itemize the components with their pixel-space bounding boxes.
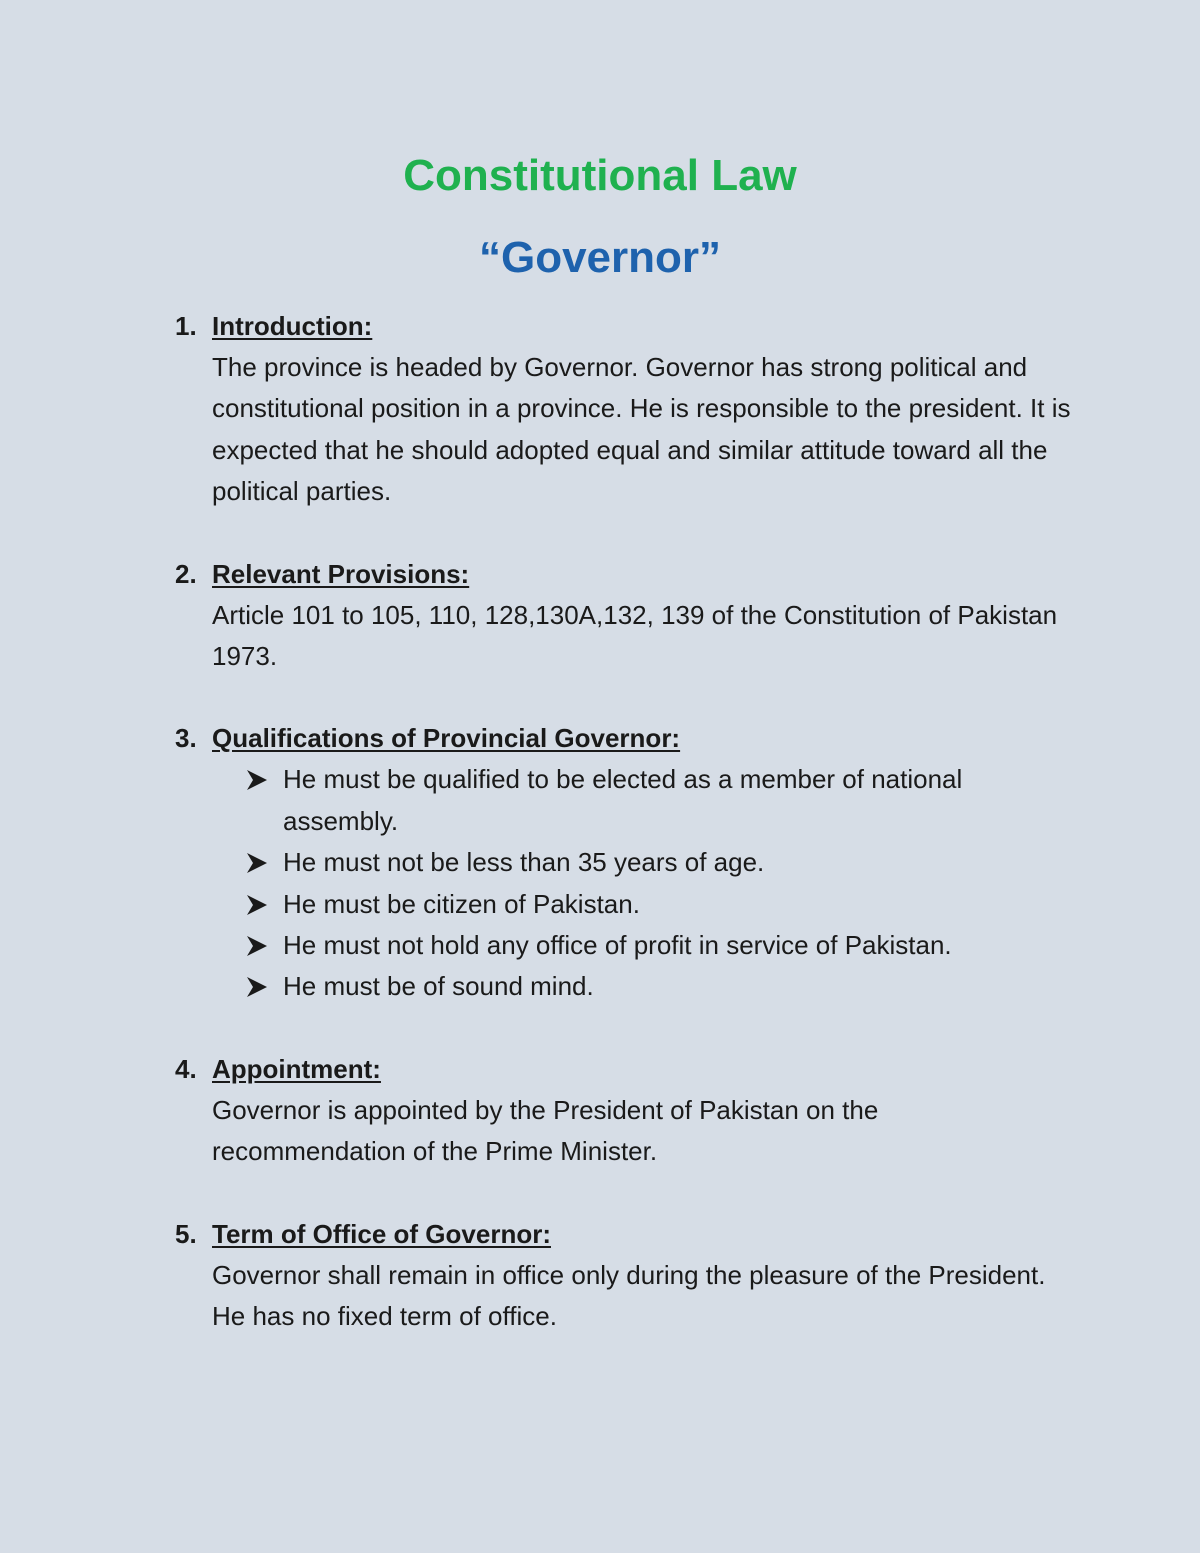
document-title: Constitutional Law <box>403 151 797 200</box>
section-heading <box>0 718 1200 759</box>
section-body: The province is headed by Governor. Governor has strong political and constitutional position in a province. He is responsible to the president. It is expected that he should adopted equal and similar attitude toward all the political parties. <box>212 352 1071 507</box>
section-title: Introduction: <box>212 311 373 341</box>
arrow-bullet-icon <box>245 769 269 791</box>
section-number: 4. <box>175 1053 197 1084</box>
qualifications-list <box>0 759 1200 1007</box>
list-item <box>283 925 1073 966</box>
section-number: 1. <box>175 311 197 341</box>
document-subtitle: “Governor” <box>478 233 722 282</box>
list-item-text: He must not be less than 35 years of age. <box>283 847 765 878</box>
section-body: Governor shall remain in office only during the pleasure of the President. He has no fixed term of office. <box>212 1259 1046 1332</box>
arrow-bullet-icon <box>245 852 269 874</box>
section-qualifications <box>0 718 1200 1007</box>
section-heading <box>0 1049 1200 1090</box>
section-title: Qualifications of Provincial Governor: <box>212 723 681 754</box>
list-item-text: He must be qualified to be elected as a member of national assembly. <box>283 764 963 836</box>
list-item-text: He must not hold any office of profit in service of Pakistan. <box>283 930 952 961</box>
list-item-text: He must be citizen of Pakistan. <box>283 888 640 919</box>
section-title: Relevant Provisions: <box>212 558 470 589</box>
arrow-bullet-icon <box>245 976 269 998</box>
section-heading <box>0 1214 1200 1255</box>
list-item <box>283 884 1073 925</box>
section-term-of-office <box>0 1214 1200 1338</box>
section-title: Appointment: <box>212 1053 381 1084</box>
list-item <box>283 759 1073 842</box>
list-item <box>283 842 1073 883</box>
section-body: Governor is appointed by the President of Pakistan on the recommendation of the Prime Minister. <box>212 1094 879 1167</box>
sections-list <box>0 306 1200 1379</box>
list-item <box>283 966 1073 1007</box>
section-title: Term of Office of Governor: <box>212 1218 551 1249</box>
arrow-bullet-icon <box>245 935 269 957</box>
section-introduction <box>0 306 1200 513</box>
section-number: 5. <box>175 1218 197 1249</box>
section-number: 2. <box>175 558 197 589</box>
section-appointment <box>0 1049 1200 1173</box>
list-item-text: He must be of sound mind. <box>283 971 594 1002</box>
section-heading <box>0 554 1200 595</box>
arrow-bullet-icon <box>245 894 269 916</box>
section-relevant-provisions <box>0 554 1200 678</box>
section-heading <box>0 306 1200 347</box>
section-body: Article 101 to 105, 110, 128,130A,132, 139 of the Constitution of Pakistan 1973. <box>212 599 1058 672</box>
section-number: 3. <box>175 723 197 754</box>
